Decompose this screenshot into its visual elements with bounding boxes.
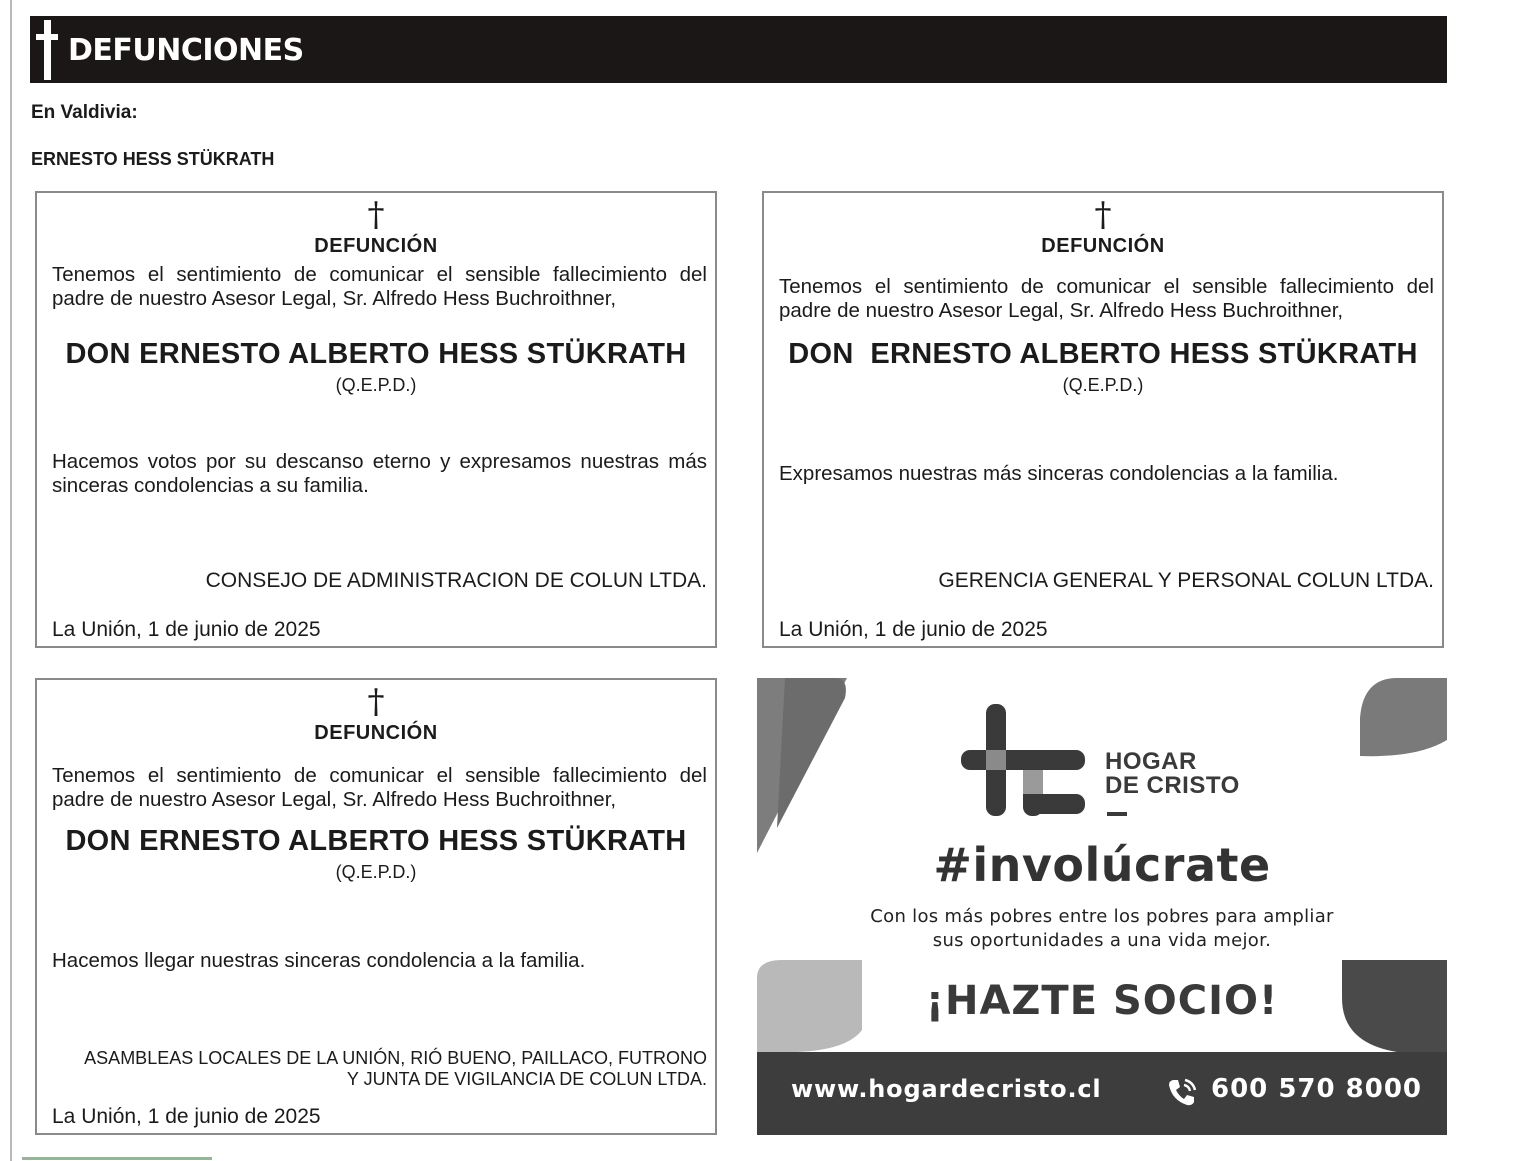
cross-icon: † xyxy=(1094,195,1112,235)
notice-intro-line: Tenemos el sentimiento de comunicar el sensible fallecimiento del xyxy=(779,275,1434,298)
cross-icon: † xyxy=(367,682,385,722)
condolence-text: Expresamos nuestras más sinceras condolencias a la familia. xyxy=(779,462,1339,485)
death-notice xyxy=(35,191,717,648)
death-notice xyxy=(35,678,717,1135)
brand-name: HOGAR xyxy=(1105,748,1197,775)
location-label: En Valdivia: xyxy=(31,102,138,123)
notice-signature xyxy=(84,1048,707,1090)
notice-intro-line: padre de nuestro Asesor Legal, Sr. Alfredo Hess Buchroithner, xyxy=(52,788,617,811)
notice-signature: GERENCIA GENERAL Y PERSONAL COLUN LTDA. xyxy=(938,569,1434,592)
ad-hashtag: #involúcrate xyxy=(933,838,1271,892)
condolence-text: Hacemos votos por su descanso eterno y expresamos nuestras más sinceras condolencias a su familia. xyxy=(52,450,707,497)
section-header xyxy=(30,16,1447,83)
notice-date: La Unión, 1 de junio de 2025 xyxy=(779,618,1048,641)
notice-intro xyxy=(52,764,707,812)
notice-date: La Unión, 1 de junio de 2025 xyxy=(52,1105,321,1128)
phone-icon xyxy=(1165,1075,1199,1109)
phone-number[interactable]: 600 570 8000 xyxy=(1211,1074,1423,1104)
notice-title: DEFUNCIÓN xyxy=(1041,235,1165,257)
notice-intro-line: padre de nuestro Asesor Legal, Sr. Alfredo Hess Buchroithner, xyxy=(52,287,617,310)
brand-dash xyxy=(1107,812,1127,816)
notice-signature-line: Y JUNTA DE VIGILANCIA DE COLUN LTDA. xyxy=(346,1069,707,1089)
notice-intro-line: Tenemos el sentimiento de comunicar el sensible fallecimiento del xyxy=(52,263,707,286)
website-link[interactable]: www.hogardecristo.cl xyxy=(791,1075,1102,1103)
notice-intro-line: padre de nuestro Asesor Legal, Sr. Alfredo Hess Buchroithner, xyxy=(779,299,1344,322)
hogar-de-cristo-logo-icon xyxy=(961,704,1089,816)
condolence-text: Hacemos llegar nuestras sinceras condolencia a la familia. xyxy=(52,949,586,972)
qepd-label: (Q.E.P.D.) xyxy=(1062,375,1144,395)
section-title: DEFUNCIONES xyxy=(68,33,304,68)
cross-icon: † xyxy=(367,195,385,235)
notice-title: DEFUNCIÓN xyxy=(314,235,438,257)
deceased-name: DON ERNESTO ALBERTO HESS STÜKRATH xyxy=(788,338,1418,370)
notice-intro xyxy=(779,275,1434,323)
deceased-name: DON ERNESTO ALBERTO HESS STÜKRATH xyxy=(65,338,687,370)
deceased-heading: ERNESTO HESS STÜKRATH xyxy=(31,149,275,169)
death-notice xyxy=(762,191,1444,648)
hogar-de-cristo-ad xyxy=(757,678,1447,1135)
page-left-rule xyxy=(10,0,12,1161)
notice-signature-line: ASAMBLEAS LOCALES DE LA UNIÓN, RIÓ BUENO, PAILLACO, FUTRONO xyxy=(84,1048,707,1068)
page-bottom-rule xyxy=(22,1157,212,1160)
ad-call-to-action[interactable]: ¡HAZTE SOCIO! xyxy=(925,978,1279,1024)
ad-footer-bar xyxy=(757,1052,1447,1135)
brand-name: DE CRISTO xyxy=(1105,772,1240,799)
qepd-label: (Q.E.P.D.) xyxy=(335,375,417,395)
notice-date: La Unión, 1 de junio de 2025 xyxy=(52,618,321,641)
ad-tagline: Con los más pobres entre los pobres para ampliar xyxy=(870,906,1334,927)
notice-title: DEFUNCIÓN xyxy=(314,722,438,744)
cross-icon xyxy=(36,20,58,80)
deceased-name: DON ERNESTO ALBERTO HESS STÜKRATH xyxy=(65,825,687,857)
notice-signature: CONSEJO DE ADMINISTRACION DE COLUN LTDA. xyxy=(205,569,707,592)
notice-intro-line: Tenemos el sentimiento de comunicar el sensible fallecimiento del xyxy=(52,764,707,787)
qepd-label: (Q.E.P.D.) xyxy=(335,862,417,882)
ad-tagline: sus oportunidades a una vida mejor. xyxy=(932,930,1272,951)
notice-intro xyxy=(52,263,707,311)
